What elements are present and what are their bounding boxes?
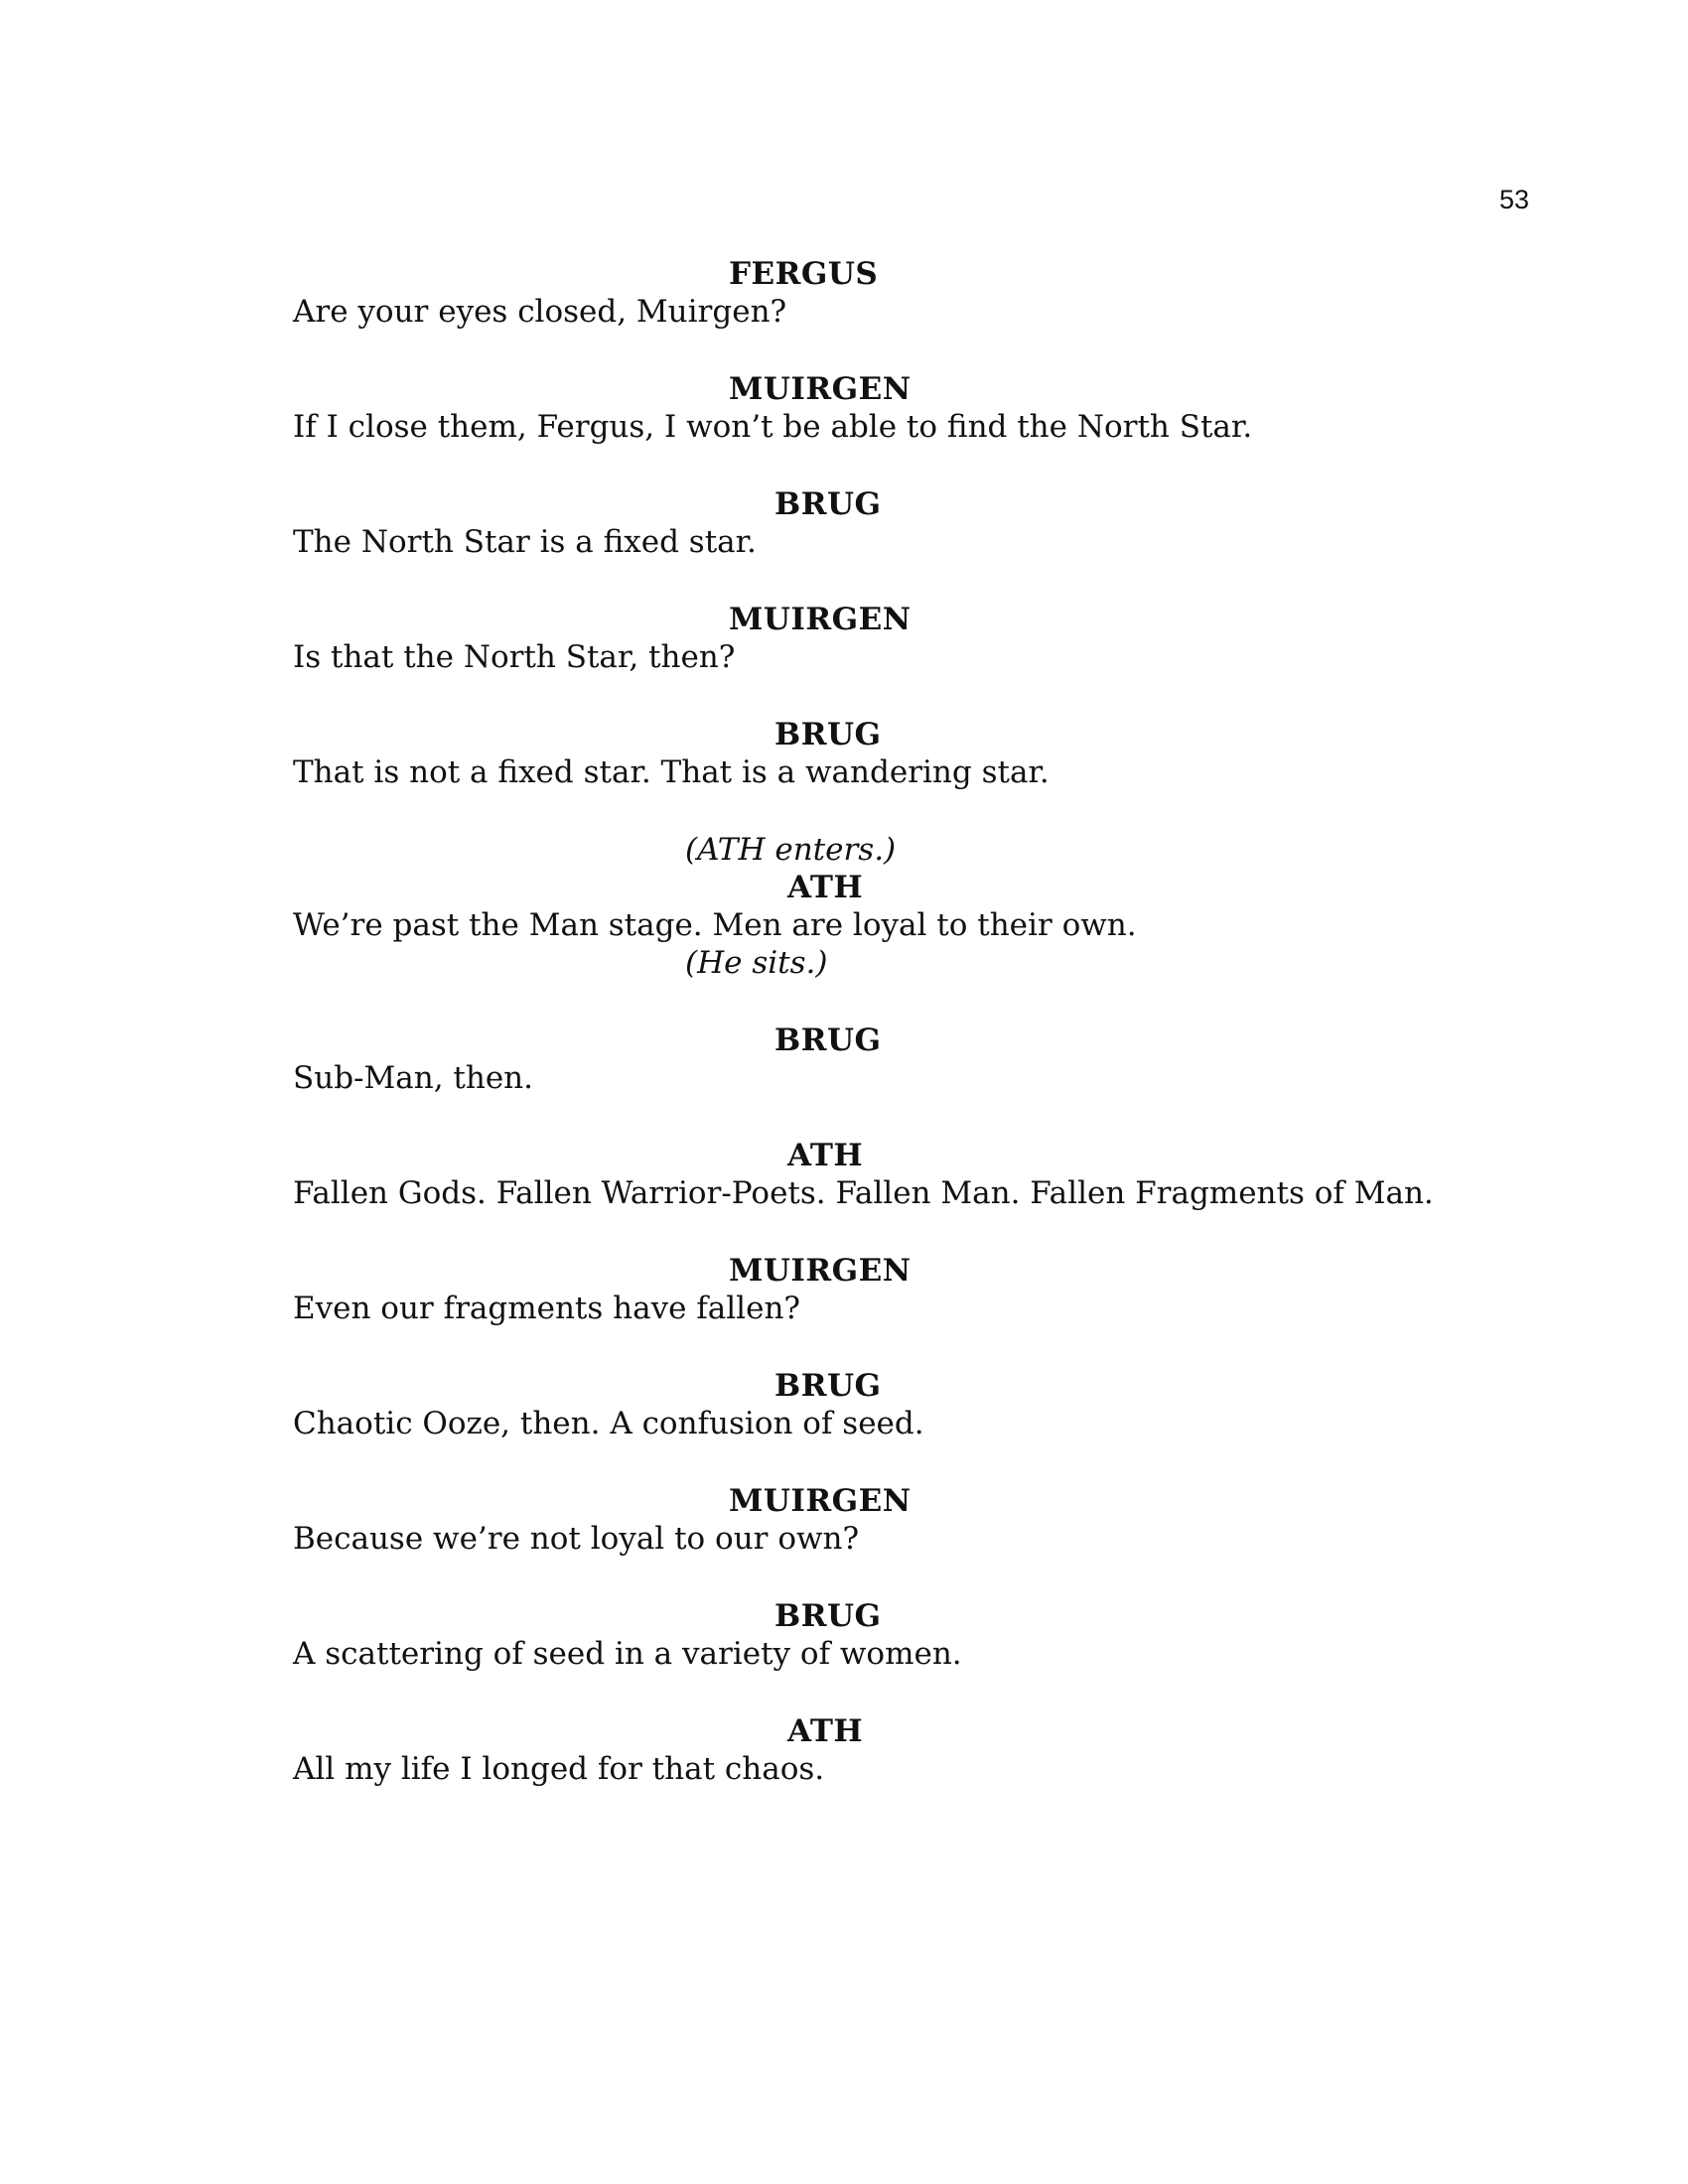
speaker-name: MUIRGEN [729, 602, 912, 637]
speaker-name: ATH [787, 870, 864, 905]
dialogue-line: That is not a fixed star. That is a wandering star. [293, 754, 1050, 790]
stage-direction: (ATH enters.) [685, 832, 897, 868]
speaker-name: MUIRGEN [729, 1483, 912, 1519]
speaker-name: ATH [787, 1138, 864, 1173]
speaker-name: BRUG [774, 1023, 882, 1058]
stage-direction: (He sits.) [685, 945, 828, 981]
dialogue-line: Chaotic Ooze, then. A confusion of seed. [293, 1406, 924, 1441]
page-number: 53 [1498, 185, 1529, 214]
dialogue-line: All my life I longed for that chaos. [293, 1751, 825, 1787]
dialogue-line: If I close them, Fergus, I won’t be able to find the North Star. [293, 409, 1253, 445]
dialogue-line: Is that the North Star, then? [293, 639, 736, 675]
speaker-name: BRUG [774, 717, 882, 752]
dialogue-line: Fallen Gods. Fallen Warrior-Poets. Fallen Man. Fallen Fragments of Man. [293, 1175, 1434, 1211]
speaker-name: BRUG [774, 1368, 882, 1404]
dialogue-line: The North Star is a fixed star. [293, 524, 757, 560]
speaker-name: MUIRGEN [729, 1253, 912, 1289]
speaker-name: BRUG [774, 1598, 882, 1634]
dialogue-line: Are your eyes closed, Muirgen? [293, 294, 787, 330]
dialogue-line: We’re past the Man stage. Men are loyal to their own. [293, 907, 1137, 943]
speaker-name: MUIRGEN [729, 371, 912, 407]
dialogue-line: Because we’re not loyal to our own? [293, 1521, 860, 1557]
speaker-name: FERGUS [729, 256, 879, 292]
dialogue-line: A scattering of seed in a variety of women. [293, 1636, 962, 1672]
speaker-name: ATH [787, 1713, 864, 1749]
dialogue-line: Sub-Man, then. [293, 1060, 534, 1096]
speaker-name: BRUG [774, 486, 882, 522]
dialogue-line: Even our fragments have fallen? [293, 1291, 801, 1326]
